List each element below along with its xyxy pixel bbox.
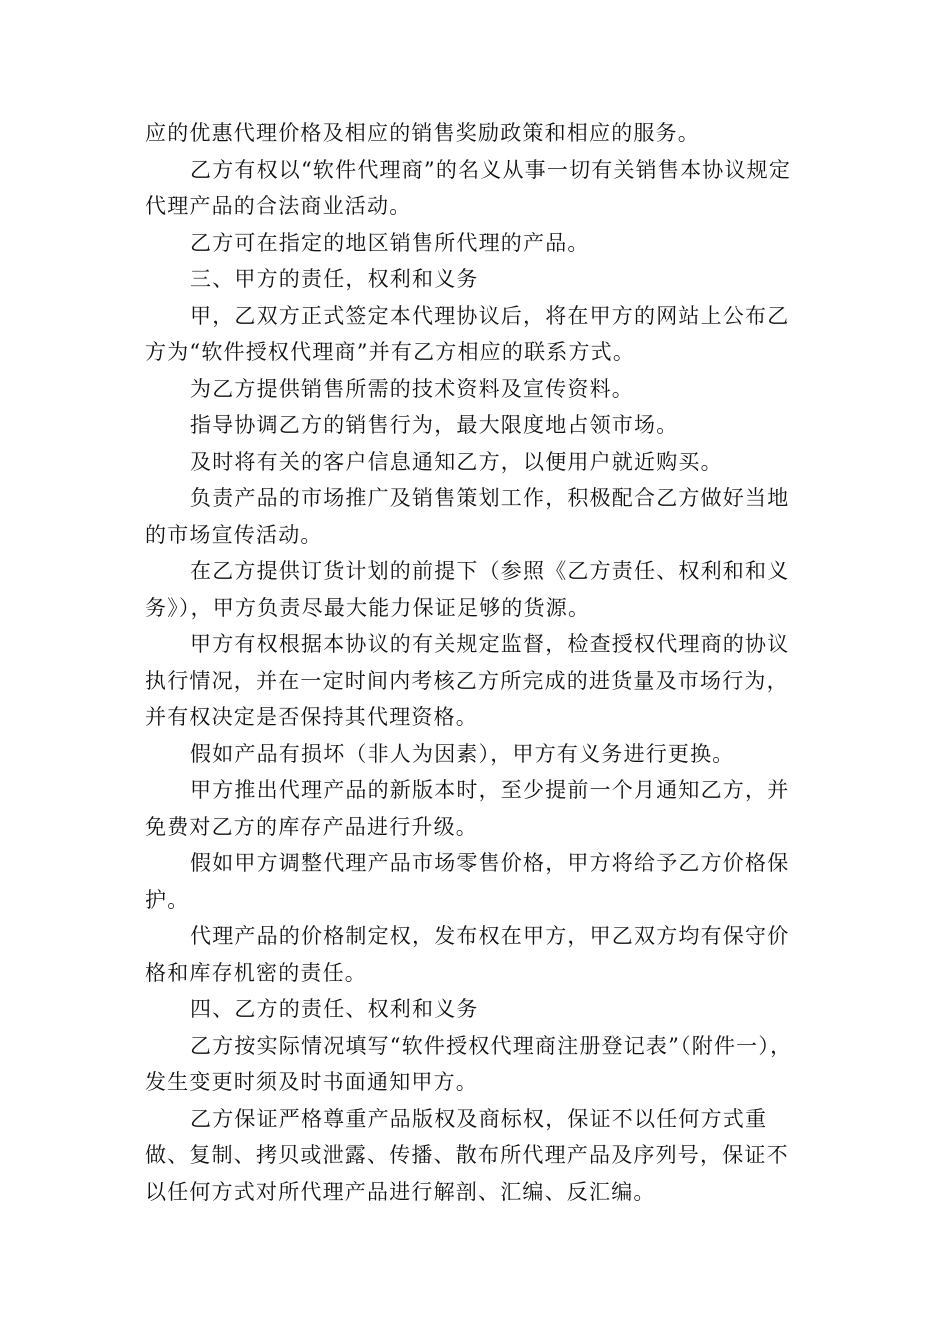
paragraph: 假如甲方调整代理产品市场零售价格，甲方将给予乙方价格保护。	[145, 851, 790, 912]
paragraph: 乙方按实际情况填写“软件授权代理商注册登记表”（附件一），发生变更时须及时书面通知甲方。	[145, 1033, 793, 1094]
paragraph: 为乙方提供销售所需的技术资料及宣传资料。	[190, 376, 634, 401]
paragraph: 代理产品的价格制定权，发布权在甲方，甲乙双方均有保守价格和库存机密的责任。	[145, 924, 790, 985]
paragraph: 乙方保证严格尊重产品版权及商标权，保证不以任何方式重做、复制、拷贝或泄露、传播、散布所代理产品及序列号，保证不以任何方式对所代理产品进行解剖、汇编、反汇编。	[145, 1106, 789, 1204]
paragraph: 应的优惠代理价格及相应的销售奖励政策和相应的服务。	[145, 121, 700, 145]
paragraph: 假如产品有损坏（非人为因素），甲方有义务进行更换。	[190, 741, 735, 766]
paragraph: 负责产品的市场推广及销售策划工作，积极配合乙方做好当地的市场宣传活动。	[145, 486, 790, 547]
paragraph: 乙方有权以“软件代理商”的名义从事一切有关销售本协议规定代理产品的合法商业活动。	[145, 157, 792, 218]
paragraph: 甲方有权根据本协议的有关规定监督，检查授权代理商的协议执行情况，并在一定时间内考核乙方所完成的进货量及市场行为，并有权决定是否保持其代理资格。	[145, 632, 790, 729]
paragraph: 甲，乙双方正式签定本代理协议后，将在甲方的网站上公布乙方为“软件授权代理商”并有乙方相应的联系方式。	[145, 303, 790, 364]
paragraph: 甲方推出代理产品的新版本时，至少提前一个月通知乙方，并免费对乙方的库存产品进行升级。	[145, 778, 790, 839]
paragraph: 在乙方提供订货计划的前提下（参照《乙方责任、权利和和义务》），甲方负责尽最大能力保证足够的货源。	[145, 559, 790, 620]
paragraph: 乙方可在指定的地区销售所代理的产品。	[190, 230, 590, 255]
paragraph: 指导协调乙方的销售行为，最大限度地占领市场。	[190, 413, 679, 437]
section-heading: 三、甲方的责任，权利和义务	[190, 267, 479, 291]
document-body	[145, 115, 805, 1210]
paragraph: 及时将有关的客户信息通知乙方，以便用户就近购买。	[190, 449, 723, 474]
section-heading: 四、乙方的责任、权利和义务	[190, 997, 479, 1021]
